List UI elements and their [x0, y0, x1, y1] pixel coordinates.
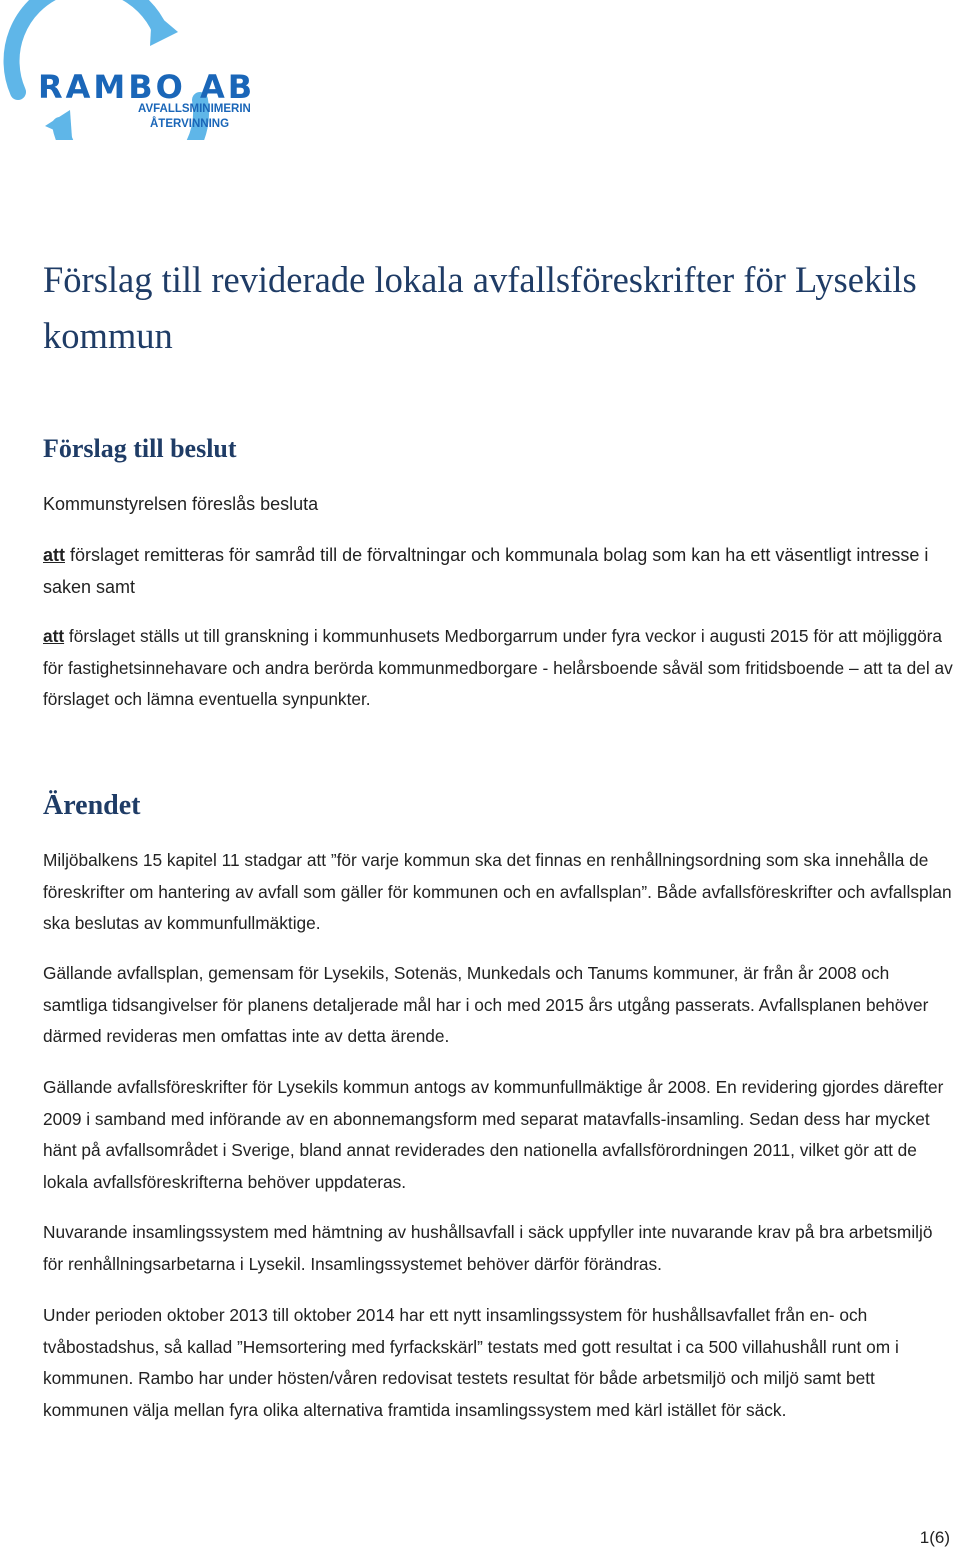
arendet-paragraph-5: Under perioden oktober 2013 till oktober 2014 har ett nytt insamlingssystem för hushållsavfallet från en- och tvåbostadshus, så kallad ”Hemsortering med fyrfackskärl” testats med gott resultat i ca 500 villahushåll runt om i kommunen. Rambo har under hösten/våren redovisat testets resultat för både arbetsmiljö och miljö samt bett kommunen välja mellan fyra olika alternativa framtida insamlingssystem med kärl istället för säck. [43, 1305, 899, 1420]
beslut-intro: Kommunstyrelsen föreslås besluta [43, 494, 319, 514]
rambo-logo [0, 0, 250, 140]
recycle-arrows-icon [0, 0, 250, 140]
arendet-paragraph-1: Miljöbalkens 15 kapitel 11 stadgar att ”för varje kommun ska det finnas en renhållningsordning som ska innehålla de föreskrifter om hantering av avfall som gäller för kommunen och en avfallsplan”. Både avfallsföreskrifter och avfallsplan ska beslutas av kommunfullmäktige. [43, 850, 952, 934]
logo-brand: RAMBO AB [38, 68, 250, 106]
beslut-item-2 [43, 621, 953, 716]
heading-arendet: Ärendet [43, 790, 141, 821]
arendet-paragraph-4: Nuvarande insamlingssystem med hämtning av hushållsavfall i säck uppfyller inte nuvarande krav på bra arbetsmiljö för renhållningsarbetarna i Lysekil. Insamlingssystemet behöver därför förändras. [43, 1222, 933, 1274]
beslut-item-1 [43, 540, 953, 603]
logo-tagline-1: AVFALLSMINIMERING [138, 103, 250, 115]
att-prefix: att [43, 626, 65, 646]
heading-beslut: Förslag till beslut [43, 434, 237, 463]
arendet-paragraph-2: Gällande avfallsplan, gemensam för Lysekils, Sotenäs, Munkedals och Tanums kommuner, är från år 2008 och samtliga tidsangivelser för planens detaljerade mål har i och med 2015 års utgång passerats. Avfallsplanen behöver därmed revideras men omfattas inte av detta ärende. [43, 963, 929, 1047]
beslut-item-1-text: förslaget remitteras för samråd till de förvaltningar och kommunala bolag som kan ha ett väsentligt intresse i saken samt [43, 545, 929, 597]
document-title: Förslag till reviderade lokala avfallsföreskrifter för Lysekils kommun [43, 259, 917, 356]
logo-tagline-2: ÅTERVINNING [150, 118, 230, 130]
att-prefix: att [43, 545, 65, 565]
page-number: 1(6) [919, 1528, 950, 1547]
arendet-paragraph-3: Gällande avfallsföreskrifter för Lysekils kommun antogs av kommunfullmäktige år 2008. En revidering gjordes därefter 2009 i samband med införande av en abonnemangsform med separat matavfalls-insamling. Sedan dess har mycket hänt på avfallsområdet i Sverige, bland annat reviderades den nationella avfallsförordningen 2011, vilket gör att de lokala avfallsföreskrifterna behöver uppdateras. [43, 1077, 944, 1192]
beslut-item-2-text: förslaget ställs ut till granskning i kommunhusets Medborgarrum under fyra veckor i augusti 2015 för att möjliggöra för fastighetsinnehavare och andra berörda kommunmedborgare - helårsboende såväl som fritidsboende – att ta del av förslaget och lämna eventuella synpunkter. [43, 626, 953, 710]
